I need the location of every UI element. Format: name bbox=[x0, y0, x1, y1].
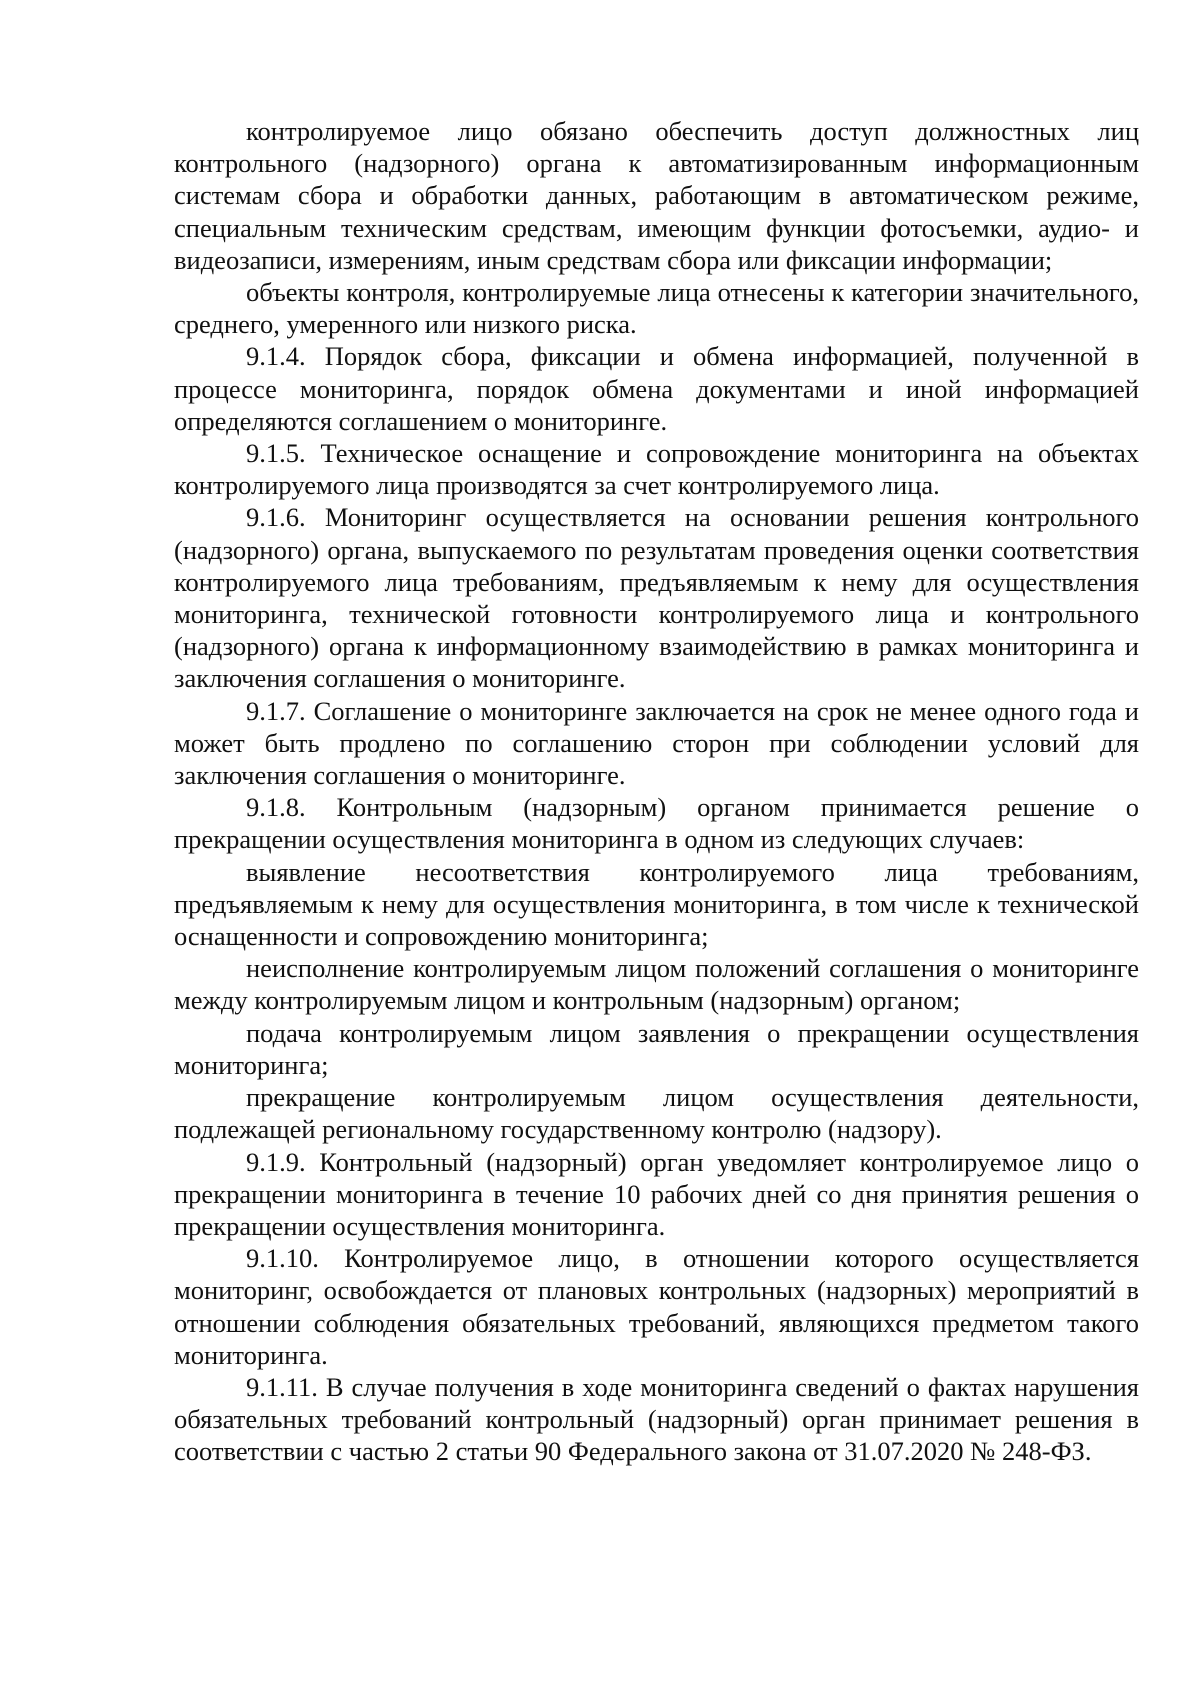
paragraph-9-1-9: 9.1.9. Контрольный (надзорный) орган уведомляет контролируемое лицо о прекращении мониторинга в течение 10 рабочих дней со дня принятия решения о прекращении осуществления мониторинга. bbox=[174, 1146, 1139, 1241]
paragraph-9-1-5: 9.1.5. Техническое оснащение и сопровождение мониторинга на объектах контролируемого лица производятся за счет контролируемого лица. bbox=[174, 438, 1139, 501]
paragraph-risk-category: объекты контроля, контролируемые лица отнесены к категории значительного, среднего, умеренного или низкого риска. bbox=[174, 277, 1139, 340]
paragraph-9-1-8: 9.1.8. Контрольным (надзорным) органом принимается решение о прекращении осуществления мониторинга в одном из следующих случаев: bbox=[174, 792, 1139, 855]
paragraph-9-1-11: 9.1.11. В случае получения в ходе мониторинга сведений о фактах нарушения обязательных требований контрольный (надзорный) орган принимает решения в соответствии с частью 2 статьи 90 Федерального закона от 31.07.2020 № 248-ФЗ. bbox=[174, 1371, 1139, 1467]
list-item-termination: прекращение контролируемым лицом осуществления деятельности, подлежащей региональному государственному контролю (надзору). bbox=[174, 1082, 1139, 1145]
paragraph-9-1-10: 9.1.10. Контролируемое лицо, в отношении которого осуществляется мониторинг, освобождается от плановых контрольных (надзорных) мероприятий в отношении соблюдения обязательных требований, являющихся предметом такого мониторинга. bbox=[174, 1243, 1139, 1370]
document-body bbox=[174, 115, 1139, 1468]
list-item-application: подача контролируемым лицом заявления о прекращении осуществления мониторинга; bbox=[174, 1017, 1139, 1080]
paragraph-9-1-4: 9.1.4. Порядок сбора, фиксации и обмена информацией, полученной в процессе мониторинга, порядок обмена документами и иной информацией определяются соглашением о мониторинге. bbox=[174, 341, 1139, 436]
paragraph-9-1-6: 9.1.6. Мониторинг осуществляется на основании решения контрольного (надзорного) органа, выпускаемого по результатам проведения оценки соответствия контролируемого лица требованиям, предъявляемым к нему для осуществления мониторинга, технической готовности контролируемого лица и контрольного (надзорного) органа к информационному взаимодействию в рамках мониторинга и заключения соглашения о мониторинге. bbox=[174, 502, 1139, 694]
paragraph-9-1-7: 9.1.7. Соглашение о мониторинге заключается на срок не менее одного года и может быть продлено по соглашению сторон при соблюдении условий для заключения соглашения о мониторинге. bbox=[174, 695, 1139, 791]
list-item-nonfulfillment: неисполнение контролируемым лицом положений соглашения о мониторинге между контролируемым лицом и контрольным (надзорным) органом; bbox=[174, 953, 1139, 1016]
list-item-nonconformity: выявление несоответствия контролируемого лица требованиям, предъявляемым к нему для осуществления мониторинга, в том числе к технической оснащенности и сопровождению мониторинга; bbox=[174, 856, 1139, 952]
paragraph-access-obligation: контролируемое лицо обязано обеспечить доступ должностных лиц контрольного (надзорного) органа к автоматизированным информационным системам сбора и обработки данных, работающим в автоматическом режиме, специальным техническим средствам, имеющим функции фотосъемки, аудио- и видеозаписи, измерениям, иным средствам сбора или фиксации информации; bbox=[174, 116, 1139, 275]
